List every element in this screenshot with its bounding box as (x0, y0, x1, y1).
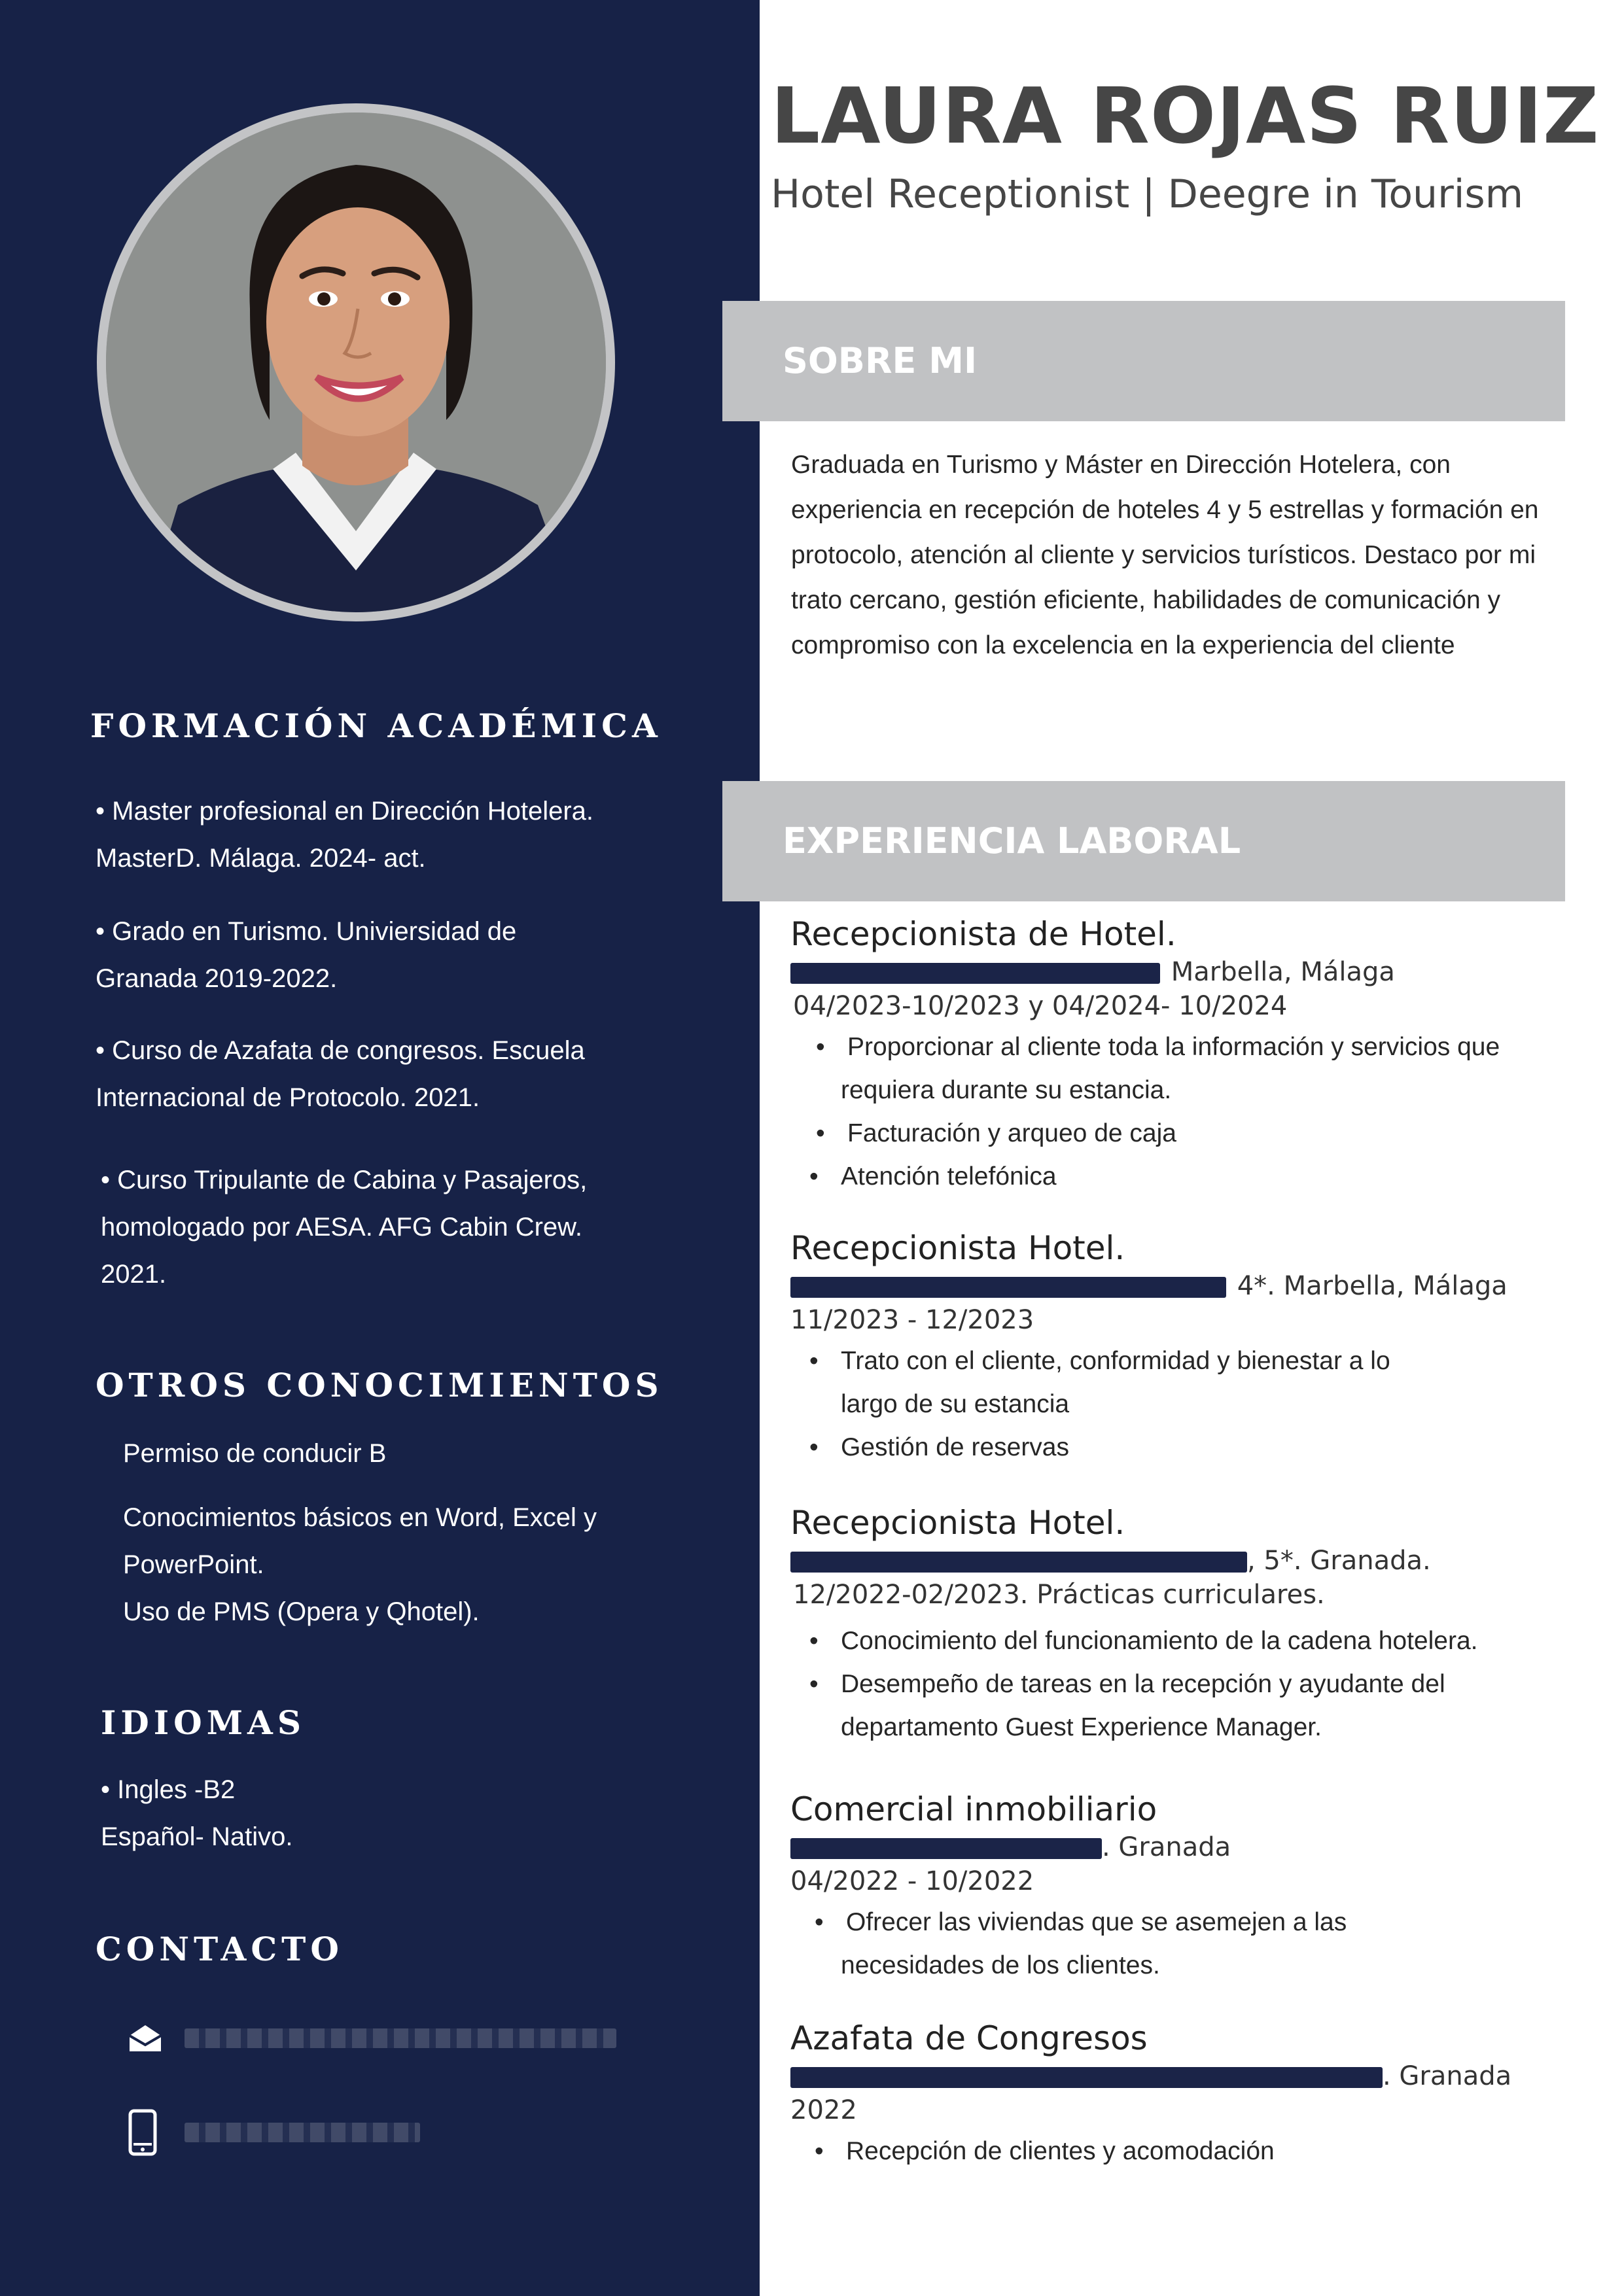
redacted-phone (185, 2123, 420, 2142)
portrait-illustration (106, 113, 606, 612)
languages-list (101, 1766, 716, 1860)
job-title: Recepcionista Hotel. (790, 1229, 1125, 1267)
duty-item: • Conocimiento del funcionamiento de la cadena hotelera. (841, 1620, 1569, 1663)
skills-heading: OTROS CONOCIMIENTOS (96, 1366, 663, 1404)
duty-item: • Desempeño de tareas en la recepción y ayudante del departamento Guest Experience Manager. (841, 1663, 1574, 1749)
job-place: . Granada (790, 1830, 1569, 1864)
duty-item: • Atención telefónica (841, 1155, 1569, 1198)
education-item: • Curso Tripulante de Cabina y Pasajeros, homologado por AESA. AFG Cabin Crew. 2021. (101, 1166, 588, 1289)
education-item: • Grado en Turismo. Univiersidad de Granada 2019-2022. (96, 917, 517, 993)
job-duties (790, 1620, 1569, 1749)
duty-item: • Proporcionar al cliente toda la información y servicios que requiera durante su estancia. (841, 1026, 1569, 1112)
name-title: LAURA ROJAS RUIZ (771, 71, 1600, 161)
redacted-email (185, 2028, 616, 2048)
job-title: Comercial inmobiliario (790, 1790, 1157, 1828)
job-entry (790, 2017, 1569, 2173)
job-place: , 5*. Granada. (790, 1544, 1569, 1578)
language-item: Español- Nativo. (101, 1822, 293, 1851)
job-entry (790, 913, 1569, 1198)
job-duties (790, 1901, 1569, 1987)
envelope-icon (128, 2024, 162, 2053)
job-duties (790, 1026, 1569, 1198)
job-title: Recepcionista Hotel. (790, 1504, 1125, 1542)
contact-email[interactable] (128, 2024, 616, 2053)
job-title: Recepcionista de Hotel. (790, 915, 1176, 953)
job-title: Azafata de Congresos (790, 2019, 1148, 2057)
duty-item: • Recepción de clientes y acomodación (841, 2130, 1569, 2173)
about-heading: SOBRE MI (783, 340, 978, 381)
job-dates: 12/2022-02/2023. Prácticas curriculares. (793, 1580, 1325, 1610)
redacted-employer (790, 1838, 1102, 1859)
redacted-employer (790, 963, 1160, 984)
education-item: • Master profesional en Dirección Hotelera. MasterD. Málaga. 2024- act. (96, 797, 594, 873)
duty-item: • Facturación y arqueo de caja (841, 1112, 1569, 1155)
job-dates: 2022 (790, 2095, 857, 2125)
job-dates: 04/2022 - 10/2022 (790, 1866, 1034, 1896)
profile-photo-image (106, 113, 606, 612)
duty-item: • Ofrecer las viviendas que se asemejen a las necesidades de los clientes. (841, 1901, 1443, 1987)
job-place: Marbella, Málaga (790, 955, 1569, 989)
education-item: • Curso de Azafata de congresos. Escuela Internacional de Protocolo. 2021. (96, 1036, 585, 1112)
redacted-employer (790, 1277, 1226, 1298)
job-dates: 11/2023 - 12/2023 (790, 1305, 1034, 1335)
skill-item: PowerPoint. (123, 1550, 264, 1579)
education-heading: FORMACIÓN ACADÉMICA (90, 706, 662, 745)
languages-heading: IDIOMAS (101, 1703, 306, 1742)
about-text: Graduada en Turismo y Máster en Dirección Hotelera, con experiencia en recepción de hoteles 4 y 5 estrellas y formación en protocolo, atención al cliente y servicios turísticos. Destaco por mi trato cercano, gestión eficiente, habilidades de comunicación y compromiso con la excelencia en la experiencia del cliente (791, 451, 1539, 659)
job-entry (790, 1227, 1569, 1469)
job-duties (790, 2130, 1569, 2173)
redacted-employer (790, 1552, 1247, 1573)
about-heading-bar (722, 301, 1565, 421)
skills-list (123, 1430, 738, 1635)
job-dates: 04/2023-10/2023 y 04/2024- 10/2024 (793, 991, 1288, 1021)
contact-heading: CONTACTO (96, 1930, 344, 1968)
job-place: 4*. Marbella, Málaga (790, 1269, 1569, 1303)
job-entry (790, 1502, 1569, 1749)
contact-phone[interactable] (128, 2109, 420, 2156)
redacted-employer (790, 2067, 1383, 2088)
duty-item: • Gestión de reservas (841, 1426, 1569, 1469)
job-duties (790, 1340, 1569, 1469)
language-item: • Ingles -B2 (101, 1775, 236, 1804)
subtitle: Hotel Receptionist | Deegre in Tourism (771, 171, 1524, 217)
skill-item: Uso de PMS (Opera y Qhotel). (123, 1597, 480, 1626)
profile-photo (97, 103, 615, 621)
mobile-phone-icon (128, 2109, 157, 2156)
skill-item: Conocimientos básicos en Word, Excel y (123, 1503, 597, 1532)
sidebar (0, 0, 760, 2296)
experience-heading: EXPERIENCIA LABORAL (783, 820, 1241, 861)
experience-heading-bar (722, 781, 1565, 901)
job-entry (790, 1788, 1569, 1987)
skill-item: Permiso de conducir B (123, 1439, 387, 1468)
duty-item: • Trato con el cliente, conformidad y bienestar a lo largo de su estancia (841, 1340, 1443, 1426)
job-place: . Granada (790, 2059, 1569, 2093)
